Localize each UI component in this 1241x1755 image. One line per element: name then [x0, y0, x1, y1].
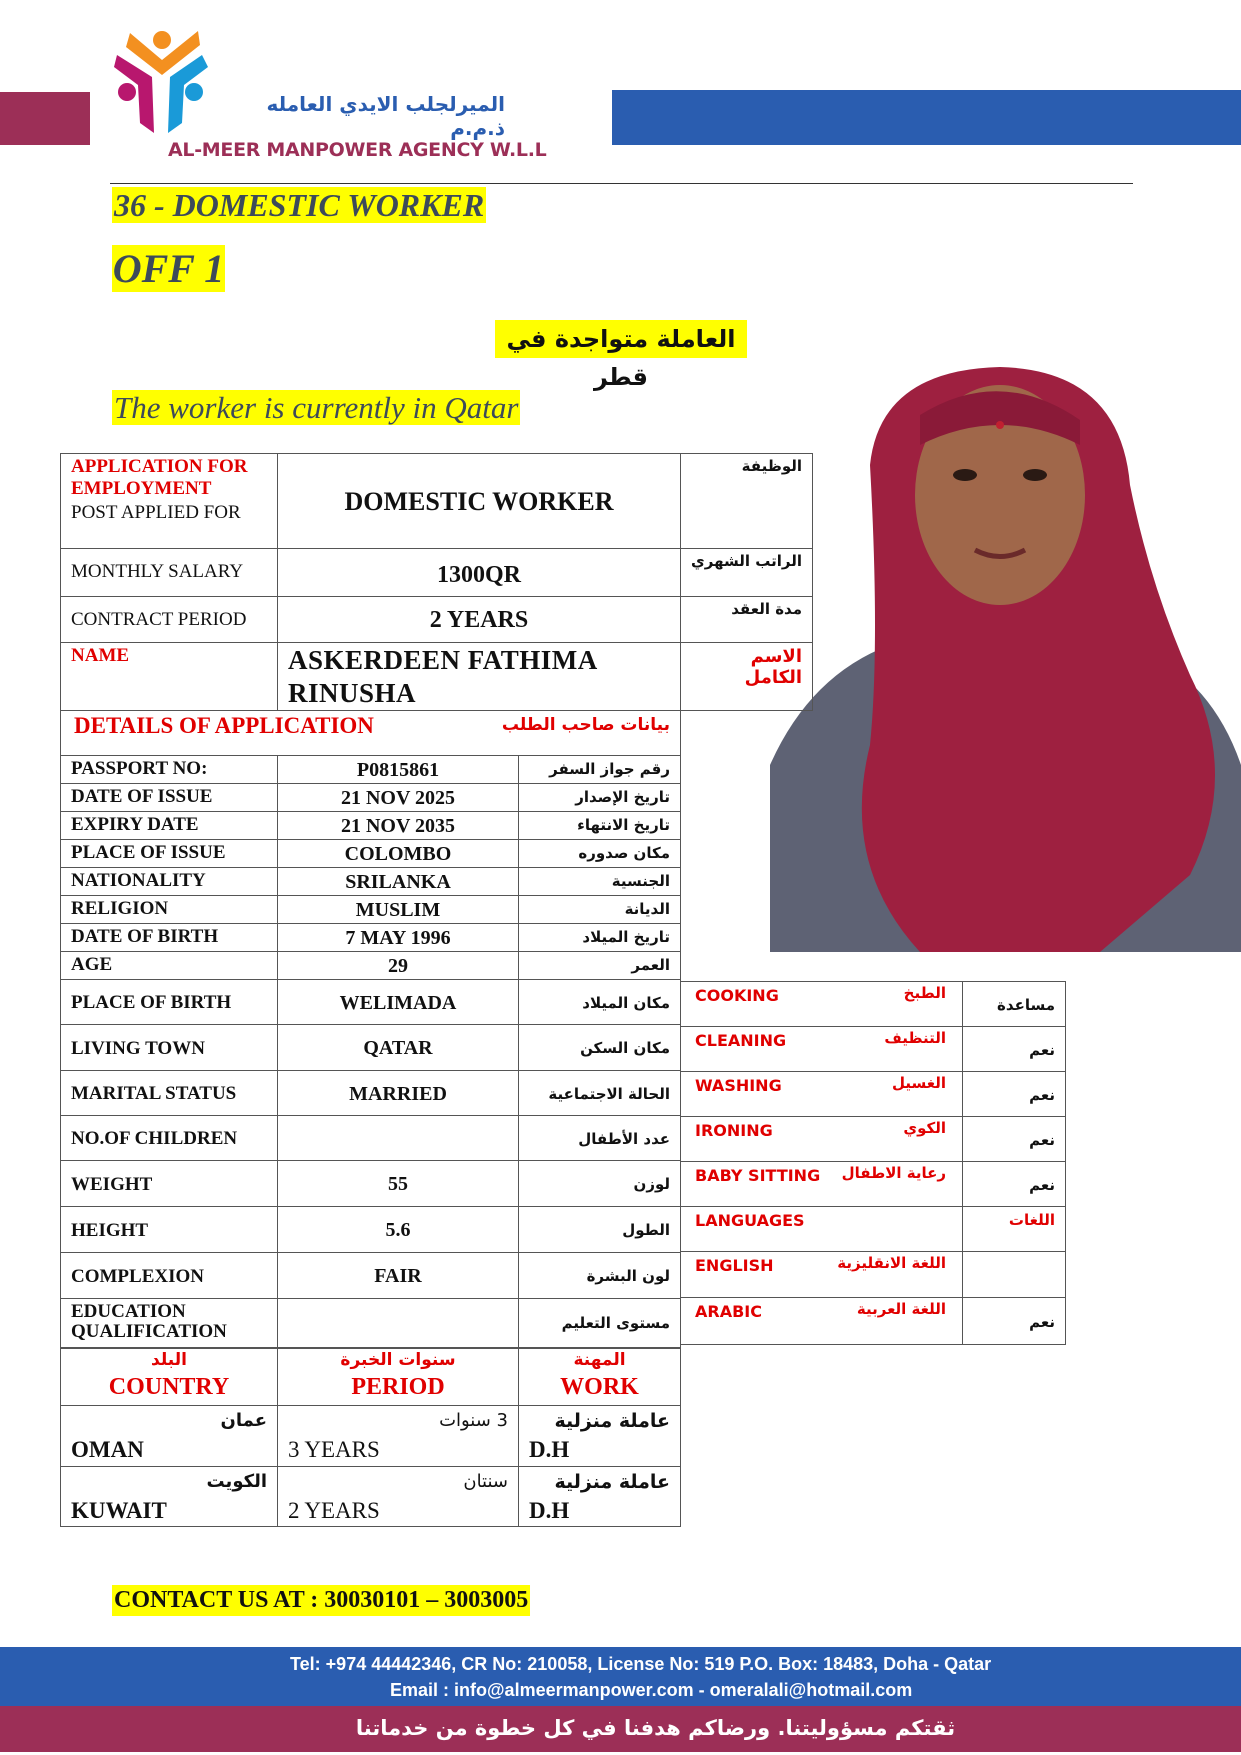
skill-row: [680, 1026, 963, 1072]
detail-label-ar: عدد الأطفال: [518, 1115, 681, 1161]
skill-row: [680, 981, 963, 1027]
detail-label-ar: لوزن: [518, 1160, 681, 1207]
skill-value: نعم: [962, 1297, 1066, 1345]
experience-header-en: WORK: [560, 1374, 639, 1400]
detail-label-ar: رقم جواز السفر: [518, 755, 681, 784]
experience-value: 3 YEARS: [288, 1437, 380, 1462]
name-label-ar: الاسم الكامل: [680, 642, 813, 711]
skill-name: COOKING: [695, 986, 779, 1005]
skill-name: WASHING: [695, 1076, 782, 1095]
experience-header-ar: البلد: [151, 1350, 187, 1370]
skill-row: [680, 1071, 963, 1117]
company-name-ar: الميرلجلب الايدي العامله ذ.م.م: [266, 92, 505, 140]
skill-row: [680, 1251, 963, 1298]
detail-value: [277, 1115, 519, 1161]
detail-label: DATE OF ISSUE: [60, 783, 278, 812]
detail-label: EXPIRY DATE: [60, 811, 278, 840]
detail-value: MARRIED: [277, 1070, 519, 1116]
salary-label: MONTHLY SALARY: [60, 548, 278, 597]
experience-value: D.H: [529, 1437, 570, 1462]
detail-value: FAIR: [277, 1252, 519, 1299]
company-name-en: AL-MEER MANPOWER AGENCY W.L.L: [168, 139, 547, 161]
document-title: 36 - DOMESTIC WORKER: [114, 187, 485, 223]
experience-value: D.H: [529, 1498, 570, 1523]
footer-line-email: Email : info@almeermanpower.com - omeralali@hotmail.com: [390, 1680, 913, 1700]
contract-label: CONTRACT PERIOD: [60, 596, 278, 643]
skill-value: اللغات: [962, 1206, 1066, 1252]
experience-value: OMAN: [71, 1437, 144, 1462]
detail-value: 21 NOV 2035: [277, 811, 519, 840]
header-divider: [110, 183, 1133, 184]
salary-value: 1300QR: [277, 548, 681, 597]
detail-value: P0815861: [277, 755, 519, 784]
detail-label-ar: لون البشرة: [518, 1252, 681, 1299]
experience-header-en: PERIOD: [351, 1374, 445, 1400]
experience-cell: [518, 1466, 681, 1527]
skill-name-ar: رعاية الاطفال: [841, 1164, 946, 1182]
skill-name: CLEANING: [695, 1031, 787, 1050]
detail-value: 7 MAY 1996: [277, 923, 519, 952]
detail-label: WEIGHT: [60, 1160, 278, 1207]
detail-value: [277, 1298, 519, 1349]
experience-header: [518, 1347, 681, 1406]
skill-name: ARABIC: [695, 1302, 762, 1321]
footer-line-tel: Tel: +974 44442346, CR No: 210058, License No: 519 P.O. Box: 18483, Doha - Qatar: [290, 1654, 992, 1674]
skill-name: IRONING: [695, 1121, 773, 1140]
post-value: DOMESTIC WORKER: [277, 453, 681, 549]
experience-header: [277, 1347, 519, 1406]
post-applied-label: POST APPLIED FOR: [71, 502, 241, 523]
detail-label: EDUCATION QUALIFICATION: [60, 1298, 278, 1349]
experience-value-ar: سنتان: [463, 1471, 508, 1492]
skill-value: نعم: [962, 1161, 1066, 1207]
contract-value: 2 YEARS: [277, 596, 681, 643]
detail-label-ar: مكان السكن: [518, 1024, 681, 1071]
experience-value-ar: عمان: [220, 1410, 267, 1431]
detail-label-ar: الطول: [518, 1206, 681, 1253]
detail-label: LIVING TOWN: [60, 1024, 278, 1071]
experience-value-ar: عاملة منزلية: [554, 1471, 670, 1493]
experience-value-ar: الكويت: [206, 1471, 267, 1492]
detail-value: QATAR: [277, 1024, 519, 1071]
skill-row: [680, 1161, 963, 1207]
detail-label: PLACE OF BIRTH: [60, 979, 278, 1025]
details-title-ar: بيانات صاحب الطلب: [501, 715, 670, 735]
skill-name-ar: اللغة العربية: [856, 1300, 946, 1318]
experience-header-ar: المهنة: [573, 1350, 626, 1370]
detail-label: PASSPORT NO:: [60, 755, 278, 784]
detail-label: COMPLEXION: [60, 1252, 278, 1299]
worker-code: OFF 1: [112, 246, 225, 291]
detail-label: AGE: [60, 951, 278, 980]
detail-value: WELIMADA: [277, 979, 519, 1025]
detail-value: 5.6: [277, 1206, 519, 1253]
detail-label: DATE OF BIRTH: [60, 923, 278, 952]
experience-value: 2 YEARS: [288, 1498, 380, 1523]
footer-slogan-bar: [0, 1706, 1241, 1752]
detail-value: COLOMBO: [277, 839, 519, 868]
name-label: NAME: [60, 642, 278, 711]
detail-value: MUSLIM: [277, 895, 519, 924]
post-label-cell: [60, 453, 278, 549]
skill-row: [680, 1116, 963, 1162]
maroon-band: [0, 92, 90, 145]
status-ar: العاملة متواجدة في قطر: [495, 320, 747, 358]
detail-label: MARITAL STATUS: [60, 1070, 278, 1116]
worker-photo: [770, 345, 1241, 952]
skill-name: BABY SITTING: [695, 1166, 821, 1185]
experience-value-ar: عاملة منزلية: [554, 1410, 670, 1432]
status-en: The worker is currently in Qatar: [114, 390, 519, 425]
detail-label-ar: الجنسية: [518, 867, 681, 896]
skill-value: نعم: [962, 1026, 1066, 1072]
post-label-ar: الوظيفة: [680, 453, 813, 549]
detail-label: PLACE OF ISSUE: [60, 839, 278, 868]
experience-cell: [60, 1466, 278, 1527]
detail-value: 29: [277, 951, 519, 980]
skill-name-ar: التنظيف: [884, 1029, 946, 1047]
experience-value: KUWAIT: [71, 1498, 167, 1523]
skill-name: ENGLISH: [695, 1256, 774, 1275]
detail-label-ar: الحالة الاجتماعية: [518, 1070, 681, 1116]
details-title-row: [60, 710, 681, 756]
experience-cell: [60, 1405, 278, 1467]
details-title: DETAILS OF APPLICATION: [74, 713, 374, 738]
detail-value: 21 NOV 2025: [277, 783, 519, 812]
detail-label-ar: تاريخ الإصدار: [518, 783, 681, 812]
experience-cell: [518, 1405, 681, 1467]
detail-label-ar: مكان الميلاد: [518, 979, 681, 1025]
skill-value: [962, 1251, 1066, 1298]
contract-label-ar: مدة العقد: [680, 596, 813, 643]
application-for-employment: APPLICATION FOR EMPLOYMENT: [71, 456, 248, 499]
detail-label-ar: مكان صدوره: [518, 839, 681, 868]
skill-name-ar: الغسيل: [891, 1074, 946, 1092]
skill-value: نعم: [962, 1116, 1066, 1162]
skill-name-ar: اللغة الانقليزية: [837, 1254, 946, 1272]
detail-value: 55: [277, 1160, 519, 1207]
detail-value: SRILANKA: [277, 867, 519, 896]
salary-label-ar: الراتب الشهري: [680, 548, 813, 597]
skill-value: مساعدة: [962, 981, 1066, 1027]
skill-row: [680, 1297, 963, 1345]
experience-header: [60, 1347, 278, 1406]
experience-cell: [277, 1405, 519, 1467]
blue-band: [612, 90, 1241, 145]
skill-name: LANGUAGES: [695, 1211, 805, 1230]
skill-name-ar: الكوي: [903, 1119, 946, 1137]
detail-label-ar: مستوى التعليم: [518, 1298, 681, 1349]
detail-label-ar: تاريخ الانتهاء: [518, 811, 681, 840]
experience-header-en: COUNTRY: [108, 1374, 230, 1400]
detail-label: NO.OF CHILDREN: [60, 1115, 278, 1161]
skill-value: نعم: [962, 1071, 1066, 1117]
footer-contact-bar: [0, 1647, 1241, 1706]
experience-value-ar: 3 سنوات: [439, 1410, 508, 1431]
experience-cell: [277, 1466, 519, 1527]
name-value: ASKERDEEN FATHIMA RINUSHA: [277, 642, 681, 711]
detail-label-ar: تاريخ الميلاد: [518, 923, 681, 952]
footer-slogan: ثقتكم مسؤوليتنا. ورضاكم هدفنا في كل خطوة من خدماتنا: [355, 1716, 956, 1740]
detail-label: NATIONALITY: [60, 867, 278, 896]
skill-name-ar: الطبخ: [903, 984, 946, 1002]
contact-info: CONTACT US AT : 30030101 – 3003005: [112, 1585, 530, 1616]
experience-header-ar: سنوات الخبرة: [340, 1350, 456, 1370]
detail-label: HEIGHT: [60, 1206, 278, 1253]
detail-label-ar: الديانة: [518, 895, 681, 924]
skill-row: [680, 1206, 963, 1252]
detail-label: RELIGION: [60, 895, 278, 924]
detail-label-ar: العمر: [518, 951, 681, 980]
